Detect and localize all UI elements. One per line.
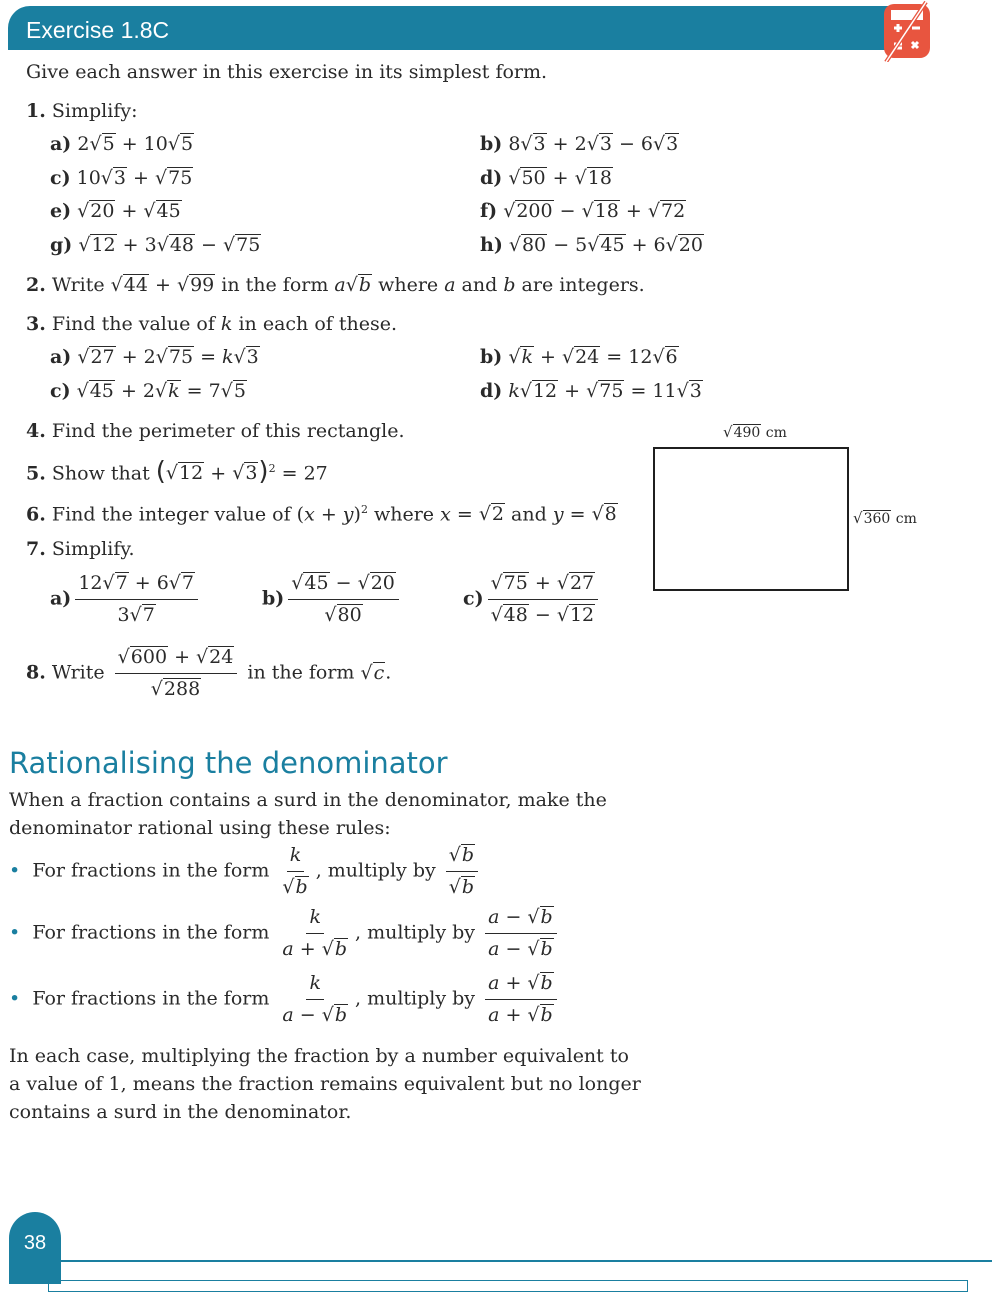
rule-bullet-2: • For fractions in the form $\frac{k}{a + √b}$ , multiply by $\frac{a - √b}{a - √b}$: [9, 904, 561, 963]
section-paragraph-1a: When a fraction contains a surd in the denominator, make the: [9, 789, 607, 811]
rule-bullet-1: • For fractions in the form $\frac{k}{√b}$ , multiply by $\frac{√b}{√b}$: [9, 842, 482, 901]
rule-bullet-3: • For fractions in the form $\frac{k}{a - √b}$ , multiply by $\frac{a + √b}{a + √b}$: [9, 970, 561, 1029]
no-calculator-icon: [880, 0, 934, 62]
q1-part-b: b) 8√3 + 2√3 − 6√3: [480, 133, 679, 155]
q1-part-f: f) √200 − √18 + √72: [480, 200, 686, 222]
section-paragraph-2a: In each case, multiplying the fraction by a number equivalent to: [9, 1045, 629, 1067]
q1-part-h: h) √80 − 5√45 + 6√20: [480, 234, 703, 256]
q7-part-b: b) $\frac{√45 - √20}{√80}$: [262, 570, 403, 629]
question-1: 1. Simplify:: [26, 100, 138, 122]
q7-part-a: a) $\frac{12√7 + 6√7}{3√7}$: [50, 570, 202, 629]
footer-box: [48, 1280, 968, 1292]
q1-part-a: a) 2√5 + 10√5: [50, 133, 194, 155]
rectangle-height-label: √360 cm: [853, 509, 917, 527]
q1-part-e: e) √20 + √45: [50, 200, 181, 222]
q3-part-c: c) √45 + 2√k = 7√5: [50, 380, 246, 402]
question-7: 7. Simplify.: [26, 538, 135, 560]
section-paragraph-1b: denominator rational using these rules:: [9, 817, 391, 839]
page-number: 38: [23, 1232, 47, 1254]
section-paragraph-2c: contains a surd in the denominator.: [9, 1101, 352, 1123]
question-4: 4. Find the perimeter of this rectangle.: [26, 420, 405, 442]
question-5: 5. Show that $(√12 + √3)^2 = 27$: [26, 456, 328, 487]
q1-part-c: c) 10√3 + √75: [50, 167, 193, 189]
q3-part-d: d) k√12 + √75 = 11√3: [480, 380, 702, 402]
q7-part-c: c) $\frac{√75 + √27}{√48 - √12}$: [463, 570, 602, 629]
exercise-intro: Give each answer in this exercise in its simplest form.: [26, 61, 548, 83]
question-8: 8. Write $\frac{√600 + √24}{√288}$ in the form √c.: [26, 646, 392, 700]
question-3: 3. Find the value of k in each of these.: [26, 313, 397, 335]
q3-part-a: a) √27 + 2√75 = k√3: [50, 346, 259, 368]
q1-part-d: d) √50 + √18: [480, 167, 612, 189]
section-heading: Rationalising the denominator: [9, 746, 448, 780]
section-paragraph-2b: a value of 1, means the fraction remains equivalent but no longer: [9, 1073, 641, 1095]
rectangle-diagram: [653, 447, 849, 591]
question-2: 2. Write √44 + √99 in the form a√b where a and b are integers.: [26, 274, 645, 296]
exercise-title: Exercise 1.8C: [26, 17, 170, 43]
rectangle-width-label: √490 cm: [723, 423, 787, 441]
footer-rule: [61, 1260, 992, 1262]
question-6: 6. Find the integer value of $(x + y)^2$ where x = √2 and y = √8: [26, 503, 617, 526]
q1-part-g: g) √12 + 3√48 − √75: [50, 234, 261, 256]
q3-part-b: b) √k + √24 = 12√6: [480, 346, 678, 368]
